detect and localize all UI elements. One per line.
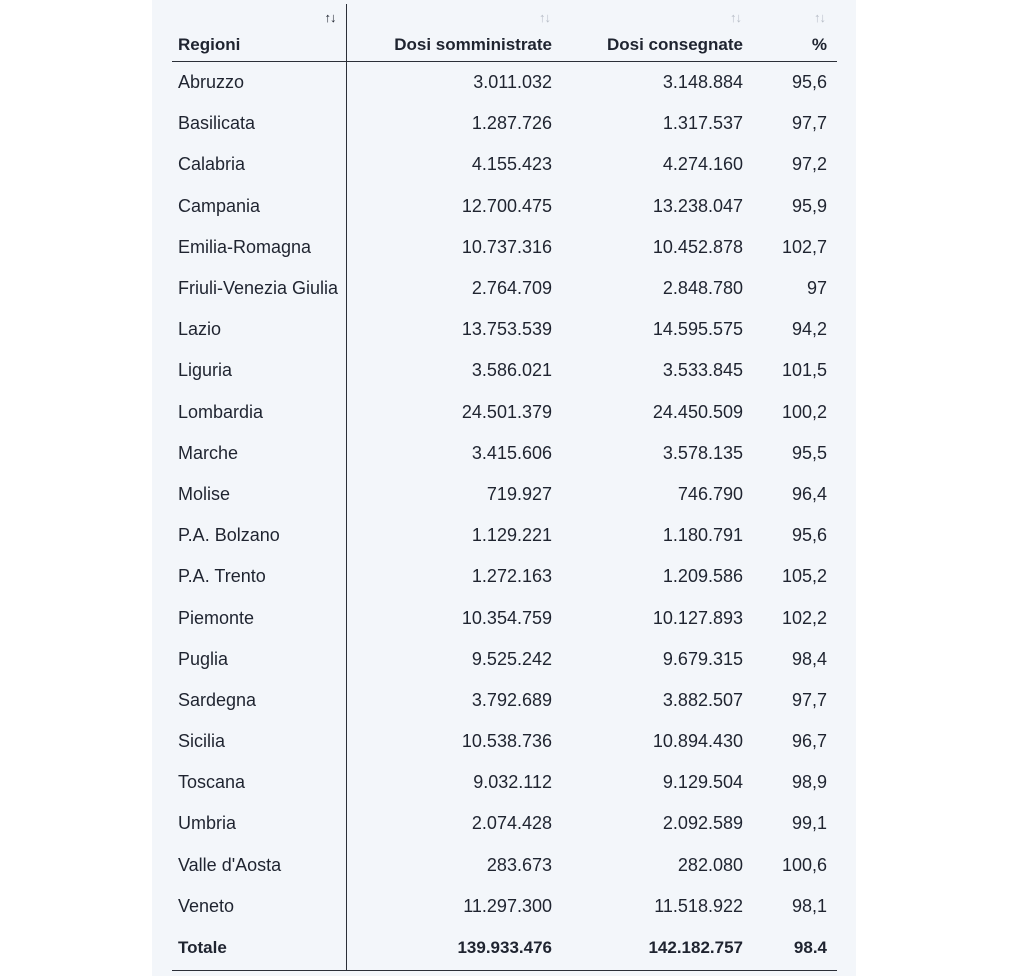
administered-cell: 4.155.423 — [471, 154, 552, 175]
table-row — [172, 350, 837, 391]
table-row — [172, 886, 837, 927]
administered-cell: 13.753.539 — [461, 319, 552, 340]
delivered-cell: 14.595.575 — [652, 319, 743, 340]
administered-cell: 9.032.112 — [473, 772, 552, 793]
delivered-cell: 1.317.537 — [662, 113, 743, 134]
table-row — [172, 556, 837, 597]
administered-cell: 9.525.242 — [471, 648, 552, 669]
percent-cell: 98,4 — [791, 648, 827, 669]
delivered-cell: 10.127.893 — [652, 607, 743, 628]
administered-cell: 1.287.726 — [471, 113, 552, 134]
percent-cell: 94,2 — [791, 319, 827, 340]
delivered-cell: 10.894.430 — [652, 731, 743, 752]
table-row — [172, 474, 837, 515]
header-row — [172, 4, 837, 62]
region-cell: Lombardia — [172, 392, 346, 433]
region-cell: Lazio — [172, 309, 346, 350]
delivered-cell: 4.274.160 — [662, 154, 743, 175]
region-cell: Calabria — [172, 144, 346, 185]
sort-arrows-icon[interactable]: ↑↓ — [814, 10, 825, 25]
percent-cell: 95,6 — [791, 72, 827, 93]
region-cell: Campania — [172, 186, 346, 227]
administered-cell: 3.792.689 — [471, 689, 552, 710]
region-cell: Sardegna — [172, 680, 346, 721]
administered-cell: 2.764.709 — [471, 278, 552, 299]
delivered-cell: 2.092.589 — [662, 813, 743, 834]
administered-cell: 283.673 — [486, 854, 552, 875]
percent-cell: 97,2 — [791, 154, 827, 175]
region-cell: Puglia — [172, 639, 346, 680]
administered-cell: 10.354.759 — [461, 607, 552, 628]
column-header-dosi-somministrate[interactable] — [346, 4, 562, 62]
region-cell: Toscana — [172, 762, 346, 803]
administered-cell: 10.538.736 — [461, 731, 552, 752]
total-label: Totale — [172, 927, 346, 971]
vaccine-doses-table — [172, 4, 837, 971]
percent-cell: 98,1 — [791, 895, 827, 916]
percent-cell: 100,2 — [781, 401, 827, 422]
table-row — [172, 803, 837, 844]
delivered-cell: 746.790 — [677, 483, 743, 504]
table-body — [172, 62, 837, 971]
total-delivered: 142.182.757 — [562, 927, 753, 971]
region-cell: Emilia-Romagna — [172, 227, 346, 268]
administered-cell: 24.501.379 — [461, 401, 552, 422]
delivered-cell: 2.848.780 — [662, 278, 743, 299]
percent-cell: 97 — [806, 278, 827, 299]
administered-cell: 10.737.316 — [461, 236, 552, 257]
percent-cell: 97,7 — [791, 113, 827, 134]
delivered-cell: 3.882.507 — [662, 689, 743, 710]
column-header-label: Regioni — [178, 35, 241, 54]
delivered-cell: 9.679.315 — [662, 648, 743, 669]
total-row — [172, 927, 837, 971]
region-cell: Molise — [172, 474, 346, 515]
total-administered: 139.933.476 — [346, 927, 562, 971]
delivered-cell: 282.080 — [677, 854, 743, 875]
table-row — [172, 103, 837, 144]
table-row — [172, 62, 837, 104]
administered-cell: 1.272.163 — [471, 566, 552, 587]
table-header — [172, 4, 837, 62]
table-row — [172, 309, 837, 350]
region-cell: Marche — [172, 433, 346, 474]
region-cell: P.A. Bolzano — [172, 515, 346, 556]
delivered-cell: 11.518.922 — [654, 895, 743, 916]
delivered-cell: 1.209.586 — [662, 566, 743, 587]
table-row — [172, 762, 837, 803]
sort-arrows-icon[interactable]: ↑↓ — [730, 10, 741, 25]
column-header-percent[interactable] — [753, 4, 837, 62]
table-row — [172, 845, 837, 886]
administered-cell: 2.074.428 — [471, 813, 552, 834]
administered-cell: 11.297.300 — [463, 895, 552, 916]
percent-cell: 96,4 — [791, 483, 827, 504]
percent-cell: 101,5 — [781, 360, 827, 381]
percent-cell: 95,9 — [791, 195, 827, 216]
percent-cell: 105,2 — [781, 566, 827, 587]
table-row — [172, 515, 837, 556]
table-row — [172, 597, 837, 638]
delivered-cell: 10.452.878 — [652, 236, 743, 257]
delivered-cell: 9.129.504 — [662, 772, 743, 793]
percent-cell: 100,6 — [781, 854, 827, 875]
column-header-label: Dosi consegnate — [606, 35, 743, 54]
column-header-regioni[interactable] — [172, 4, 346, 62]
region-cell: Abruzzo — [172, 62, 346, 104]
table-row — [172, 268, 837, 309]
percent-cell: 98,9 — [791, 772, 827, 793]
percent-cell: 97,7 — [791, 689, 827, 710]
percent-cell: 95,6 — [791, 525, 827, 546]
region-cell: Veneto — [172, 886, 346, 927]
region-cell: Umbria — [172, 803, 346, 844]
region-cell: Sicilia — [172, 721, 346, 762]
sort-arrows-icon[interactable]: ↑↓ — [539, 10, 550, 25]
table-row — [172, 144, 837, 185]
delivered-cell: 3.148.884 — [662, 72, 743, 93]
administered-cell: 3.415.606 — [471, 442, 552, 463]
column-header-dosi-consegnate[interactable] — [562, 4, 753, 62]
region-cell: Basilicata — [172, 103, 346, 144]
region-cell: P.A. Trento — [172, 556, 346, 597]
delivered-cell: 3.578.135 — [662, 442, 743, 463]
percent-cell: 102,2 — [781, 607, 827, 628]
administered-cell: 3.586.021 — [471, 360, 552, 381]
percent-cell: 99,1 — [791, 813, 827, 834]
percent-cell: 95,5 — [791, 442, 827, 463]
percent-cell: 96,7 — [791, 731, 827, 752]
column-header-label: Dosi somministrate — [394, 35, 552, 54]
delivered-cell: 1.180.791 — [662, 525, 743, 546]
region-cell: Piemonte — [172, 597, 346, 638]
table-row — [172, 721, 837, 762]
table-row — [172, 392, 837, 433]
region-cell: Friuli-Venezia Giulia — [172, 268, 346, 309]
administered-cell: 1.129.221 — [471, 525, 552, 546]
table-panel — [152, 0, 856, 976]
administered-cell: 719.927 — [486, 483, 552, 504]
sort-arrows-icon[interactable]: ↑↓ — [324, 10, 336, 25]
delivered-cell: 24.450.509 — [652, 401, 743, 422]
delivered-cell: 13.238.047 — [652, 195, 743, 216]
column-header-label: % — [811, 35, 827, 54]
total-percent: 98.4 — [753, 927, 837, 971]
table-row — [172, 433, 837, 474]
administered-cell: 12.700.475 — [461, 195, 552, 216]
delivered-cell: 3.533.845 — [662, 360, 743, 381]
table-row — [172, 680, 837, 721]
region-cell: Valle d'Aosta — [172, 845, 346, 886]
table-row — [172, 186, 837, 227]
region-cell: Liguria — [172, 350, 346, 391]
table-row — [172, 227, 837, 268]
table-row — [172, 639, 837, 680]
percent-cell: 102,7 — [781, 236, 827, 257]
administered-cell: 3.011.032 — [473, 72, 552, 93]
